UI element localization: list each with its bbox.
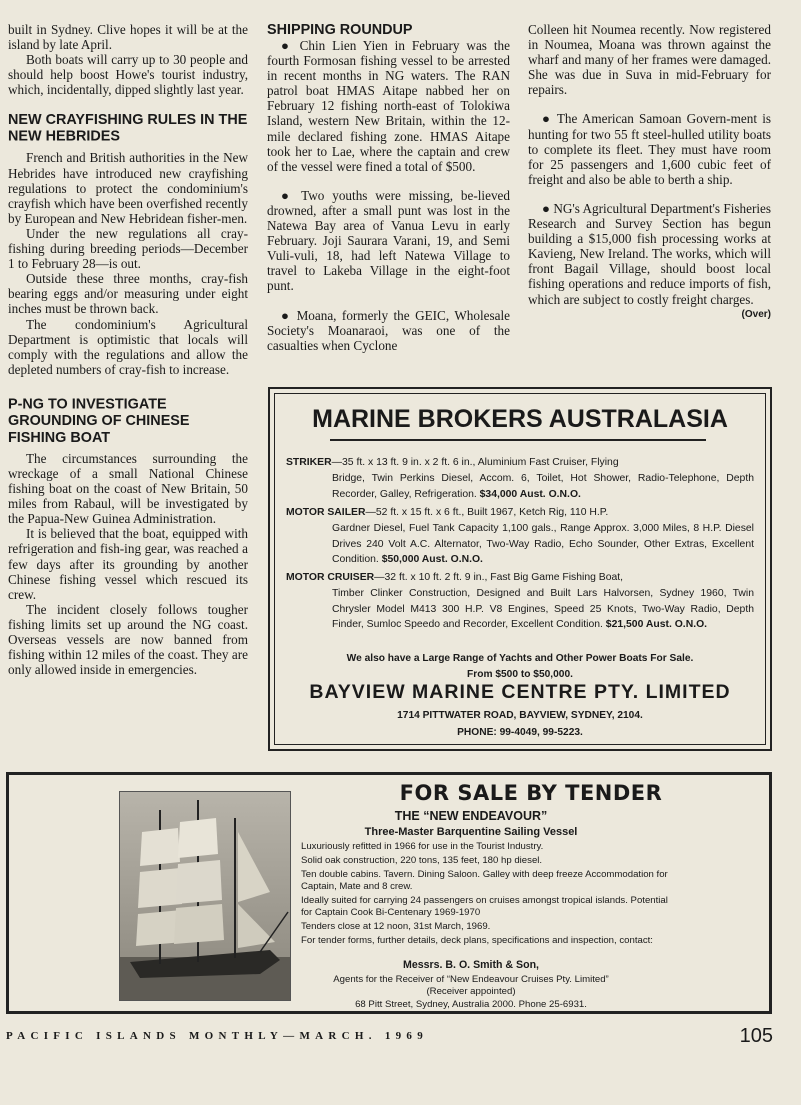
headline-png: P-NG TO INVESTIGATE GROUNDING OF CHINESE FISHING BOAT (8, 395, 190, 447)
column-3 (528, 22, 771, 322)
detail-line: Solid oak construction, 220 tons, 135 feet, 180 hp diesel. (301, 855, 543, 866)
listing-details: Bridge, Twin Perkins Diesel, Accom. 6, Toilet, Hot Shower, Radio-Telephone, Depth Recorder, Galley, Refrigeration. (332, 472, 754, 500)
divider (330, 439, 706, 441)
vessel-type: Three-Master Barquentine Sailing Vessel (364, 826, 578, 838)
page-number: 105 (739, 1025, 773, 1047)
paragraph: ● NG's Agricultural Department's Fisheries Research and Survey Section has begun building a $15,000 fish processing works at Kavieng, New Ireland. The works, which will front Bagail Village, should boost local fishing operations and reduce imports of fish, which are subject to costly freight charges. (528, 200, 771, 307)
headline-shipping-roundup: SHIPPING ROUNDUP (267, 21, 413, 39)
paragraph: Colleen hit Noumea recently. Now registered in Noumea, Moana was thrown against the wharf and many of her frames were damaged. She was due in Suva in mid-February for repairs. (528, 22, 771, 98)
contact-address: 68 Pitt Street, Sydney, Australia 2000. Phone 25-6931. (355, 999, 587, 1010)
listing-continued (286, 586, 754, 633)
listing-motor-cruiser (286, 570, 754, 633)
listing-text: —35 ft. x 13 ft. 9 in. x 2 ft. 6 in., Aluminium Fast Cruiser, Flying (331, 457, 619, 468)
footer-publication: PACIFIC ISLANDS MONTHLY—MARCH. 1969 (6, 1030, 429, 1042)
paragraph: The incident closely follows tougher fishing limits set up around the NG coast. Overseas vessels are now banned from fishing within 12 miles of the coast. They are only allowed inside in emergencies. (8, 601, 248, 678)
column-1 (8, 22, 248, 677)
tender-title: FOR SALE BY TENDER (399, 781, 663, 805)
paragraph: Outside these three months, cray-fish bearing eggs and/or measuring under eight inches must be thrown back. (8, 271, 248, 317)
paragraph: ● The American Samoan Govern-ment is hunting for two 55 ft steel-hulled utility boats to complete its fleet. They must have room for 25 passengers and 1,600 cubic feet of freight and also be able to berth a ship. (528, 111, 771, 187)
listing-name: MOTOR CRUISER (286, 572, 375, 583)
contact-name: Messrs. B. O. Smith & Son, (403, 959, 539, 971)
detail-line: For tender forms, further details, deck plans, specifications and inspection, contact: (301, 935, 653, 946)
paragraph: The circumstances surrounding the wreckage of a small National Chinese fishing boat on the coast of New Britain, 50 miles from Rabaul, will be investigated by the Papua-New Guinea Administration. (8, 450, 248, 527)
company-name: BAYVIEW MARINE CENTRE PTY. LIMITED (309, 681, 731, 703)
detail-line: Ideally suited for carrying 24 passengers on cruises amongst tropical islands. Potential for Captain Cook Bi-Centenary 1969-1970 (301, 895, 668, 918)
vessel-name: THE “NEW ENDEAVOUR” (394, 809, 548, 823)
ad-marine-brokers (268, 387, 772, 751)
ad-sale-by-tender (6, 772, 772, 1014)
listing-text: —32 ft. x 10 ft. 2 ft. 9 in., Fast Big Game Fishing Boat, (374, 572, 624, 583)
paragraph: The condominium's Agricultural Department is optimistic that locals will comply with the regulations and allow the depleted numbers of cray-fish to increase. (8, 316, 248, 377)
listing-continued (286, 471, 754, 503)
contact-agent: Agents for the Receiver of “New Endeavour Cruises Pty. Limited” (333, 974, 609, 985)
continued-label: (Over) (741, 308, 771, 320)
listing-striker (286, 455, 754, 502)
ad-title: MARINE BROKERS AUSTRALASIA (312, 405, 728, 433)
paragraph: ● Chin Lien Yien in February was the fourth Formosan fishing vessel to be arrested in recent months in NG waters. The RAN patrol boat HMAS Aitape nabbed her on February 12 fishing north-east of Tolokiwa Island, western New Britain, within the 12-mile declared fishing zone. HMAS Aitape took her to Lae, where the captain and crew of the vessel were fined a total of $500. (267, 38, 510, 174)
listing-details: Timber Clinker Construction, Designed and Built Lars Halvorsen, Sydney 1960, Twin Chrysler Model M413 300 H.P. V8 Engines, Speed 25 Knots, Two-Way Radio, Depth Finder, Sumloc Speedo and Recorder, Excellent Condition. (332, 587, 754, 631)
headline-crayfishing: NEW CRAYFISHING RULES IN THE NEW HEBRIDES (8, 111, 248, 146)
paragraph: French and British authorities in the New Hebrides have introduced new crayfishing regulations to protect the condominium's crayfish which have been overfished recently by European and New Hebridean fisher-men. (8, 150, 248, 226)
company-address: 1714 PITTWATER ROAD, BAYVIEW, SYDNEY, 2104. (397, 710, 643, 721)
paragraph: ● Two youths were missing, be-lieved drowned, after a small punt was lost in the Natewa Bay area of Vanua Levu in early February. Joji Saurara Varani, 19, and Semi Vuli-vuli, 18, had left Natewa Village to travel to Lakeba Village in the eight-foot punt. (267, 187, 510, 294)
column-2 (267, 22, 510, 353)
listing-continued (286, 521, 754, 568)
detail-line: Luxuriously refitted in 1966 for use in the Tourist Industry. (301, 841, 544, 852)
contact-receiver: (Receiver appointed) (426, 986, 516, 997)
listing-details: Gardner Diesel, Fuel Tank Capacity 1,100 gals., Range Approx. 3,000 Miles, 8 H.P. Diesel Drives 240 Volt A.C. Alternator, Two-Way Radio, Echo Sounder, Other Extras, Excellent Condition. (332, 522, 754, 566)
ship-photo (119, 791, 291, 1001)
listing-price: $50,000 Aust. O.N.O. (381, 554, 483, 566)
listing-name: STRIKER (286, 457, 332, 468)
company-phone: PHONE: 99-4049, 99-5223. (457, 727, 583, 738)
listing-motor-sailer (286, 505, 754, 568)
listing-name: MOTOR SAILER (286, 507, 366, 518)
also-line-1: We also have a Large Range of Yachts and Other Power Boats For Sale. (346, 653, 694, 664)
also-have-note (286, 651, 754, 682)
detail-line: Ten double cabins. Tavern. Dining Saloon. Galley with deep freeze Accommodation for Captain, Mate and 8 crew. (301, 869, 668, 892)
paragraph: ● Moana, formerly the GEIC, Wholesale Society's Moanaraoi, was one of the casualties when Cyclone (267, 307, 510, 353)
paragraph: Under the new regulations all cray-fishing during breeding periods—December 1 to February 28—is out. (8, 225, 248, 272)
listing-price: $21,500 Aust. O.N.O. (605, 619, 708, 631)
listing-text: —52 ft. x 15 ft. x 6 ft., Built 1967, Ketch Rig, 110 H.P. (365, 507, 609, 518)
paragraph: Both boats will carry up to 30 people and should help boost Howe's tourist industry, which, incidentally, dipped slightly last year. (8, 52, 248, 98)
detail-line: Tenders close at 12 noon, 31st March, 1969. (301, 921, 491, 932)
paragraph: built in Sydney. Clive hopes it will be at the island by late April. (8, 22, 248, 53)
listing-price: $34,000 Aust. O.N.O. (479, 488, 581, 500)
paragraph: It is believed that the boat, equipped with refrigeration and fish-ing gear, was reached a few days after its grounding by another Chinese fishing vessel which rescued its crew. (8, 526, 248, 602)
sailing-ship-illustration (120, 792, 290, 1000)
also-line-2: From $500 to $50,000. (467, 668, 573, 680)
